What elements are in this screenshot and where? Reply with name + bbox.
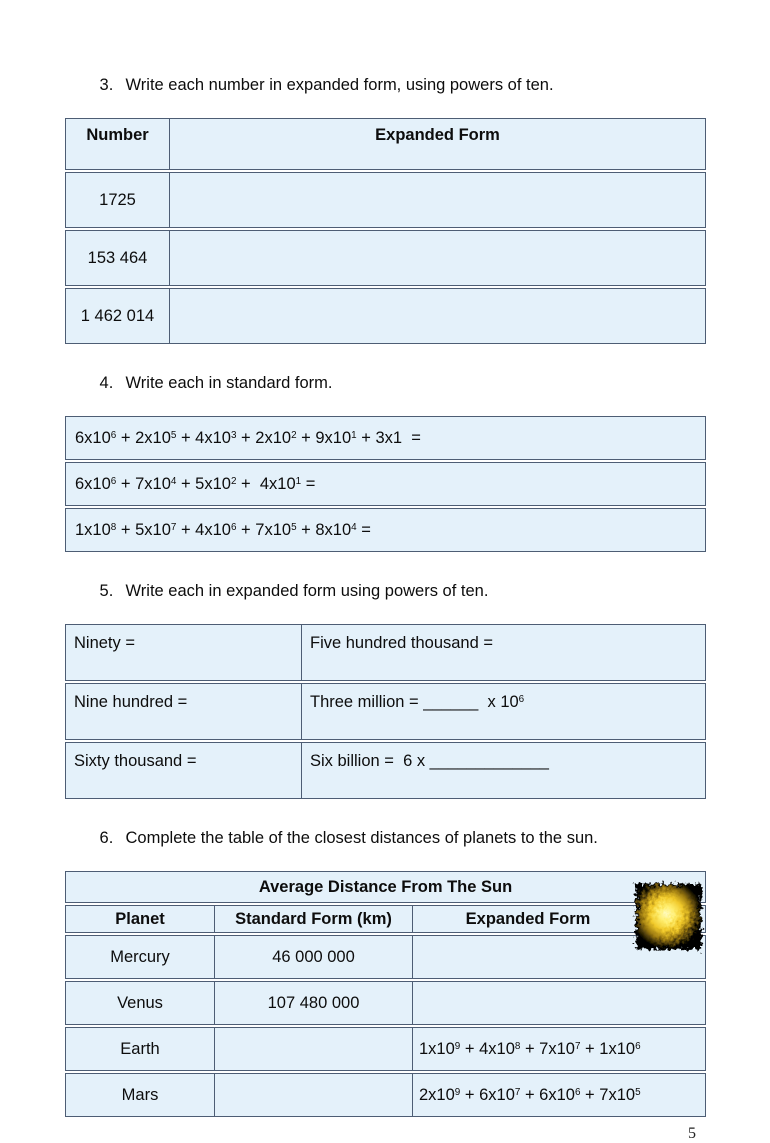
planet-cell: Mars bbox=[121, 1085, 159, 1104]
question-5-title bbox=[72, 564, 706, 618]
table-row bbox=[65, 508, 706, 552]
expanded-form-cell bbox=[412, 936, 705, 978]
question-4-section bbox=[65, 356, 706, 552]
col-header-expanded-form: Expanded Form bbox=[169, 119, 705, 169]
question-6-text: Complete the table of the closest distances of planets to the sun. bbox=[125, 829, 598, 847]
table-header-row bbox=[65, 118, 706, 170]
table-row bbox=[65, 935, 706, 979]
phrase-cell: Three million = ______ x $10^6$ bbox=[301, 684, 705, 739]
table-row bbox=[65, 288, 706, 344]
table-row bbox=[65, 742, 706, 799]
planet-distance-table-wrap bbox=[65, 871, 706, 1117]
col-header-expanded-form: Expanded Form bbox=[412, 906, 705, 932]
table-title: Average Distance From The Sun bbox=[258, 877, 513, 896]
table-title-row bbox=[65, 871, 706, 903]
phrase-cell: Six billion = 6 x _____________ bbox=[301, 743, 705, 798]
standard-form-cell bbox=[214, 1028, 412, 1070]
question-5-section bbox=[65, 564, 706, 799]
col-header-planet: Planet bbox=[115, 909, 165, 928]
table-row bbox=[65, 416, 706, 460]
question-3-section bbox=[65, 58, 706, 344]
expanded-form-cell: $2x10^9 + 6x10^7 + 6x10^6 + 7x10^5$ bbox=[412, 1074, 705, 1116]
question-3-text: Write each number in expanded form, using powers of ten. bbox=[125, 76, 554, 94]
table-row bbox=[65, 624, 706, 681]
table-header-row bbox=[65, 905, 706, 933]
expression-cell: $6x10^6 + 7x10^4 + 5x10^2 + 4x10^1$ = bbox=[75, 474, 316, 493]
number-cell: 153 464 bbox=[87, 248, 148, 267]
question-6-title bbox=[72, 811, 706, 865]
planet-cell: Mercury bbox=[110, 947, 170, 966]
table-row bbox=[65, 981, 706, 1025]
col-header-number: Number bbox=[86, 126, 149, 144]
page-number: 5 bbox=[688, 1125, 696, 1142]
question-5-text: Write each in expanded form using powers of ten. bbox=[125, 582, 489, 600]
standard-form-table bbox=[65, 416, 706, 552]
question-4-text: Write each in standard form. bbox=[125, 374, 333, 392]
phrase-cell: Sixty thousand = bbox=[74, 752, 197, 770]
answer-blank-cell bbox=[169, 231, 705, 285]
question-4-title bbox=[72, 356, 706, 410]
number-cell: 1725 bbox=[99, 190, 136, 209]
expanded-form-table bbox=[65, 118, 706, 344]
expanded-form-cell: $1x10^9 + 4x10^8 + 7x10^7 + 1x10^6$ bbox=[412, 1028, 705, 1070]
question-4-number: 4. bbox=[99, 374, 114, 392]
table-row bbox=[65, 230, 706, 286]
question-3-number: 3. bbox=[99, 76, 114, 94]
standard-form-cell: 46 000 000 bbox=[214, 936, 412, 978]
planet-cell: Earth bbox=[120, 1039, 160, 1058]
answer-blank-cell bbox=[169, 173, 705, 227]
expression-cell: $1x10^8 + 5x10^7 + 4x10^6 + 7x10^5 + 8x10^4$ = bbox=[75, 520, 371, 539]
col-header-standard-form: Standard Form (km) bbox=[214, 906, 412, 932]
table-row bbox=[65, 1027, 706, 1071]
phrase-cell: Ninety = bbox=[74, 634, 135, 652]
question-6-section bbox=[65, 811, 706, 1117]
planet-cell: Venus bbox=[117, 993, 163, 1012]
table-row bbox=[65, 172, 706, 228]
table-row bbox=[65, 683, 706, 740]
table-row bbox=[65, 462, 706, 506]
question-6-number: 6. bbox=[99, 829, 114, 847]
answer-blank-cell bbox=[169, 289, 705, 343]
phrase-cell: Nine hundred = bbox=[74, 693, 188, 711]
table-row bbox=[65, 1073, 706, 1117]
expression-cell: $6x10^6 + 2x10^5 + 4x10^3 + 2x10^2 + 9x10^1 + 3x1$ = bbox=[75, 428, 421, 447]
phrase-cell: Five hundred thousand = bbox=[301, 625, 705, 680]
question-5-number: 5. bbox=[99, 582, 114, 600]
question-3-title bbox=[72, 58, 706, 112]
standard-form-cell bbox=[214, 1074, 412, 1116]
expanded-form-cell bbox=[412, 982, 705, 1024]
number-cell: 1 462 014 bbox=[80, 306, 155, 325]
standard-form-cell: 107 480 000 bbox=[214, 982, 412, 1024]
powers-of-ten-table bbox=[65, 624, 706, 799]
planet-distance-table bbox=[65, 871, 706, 1117]
